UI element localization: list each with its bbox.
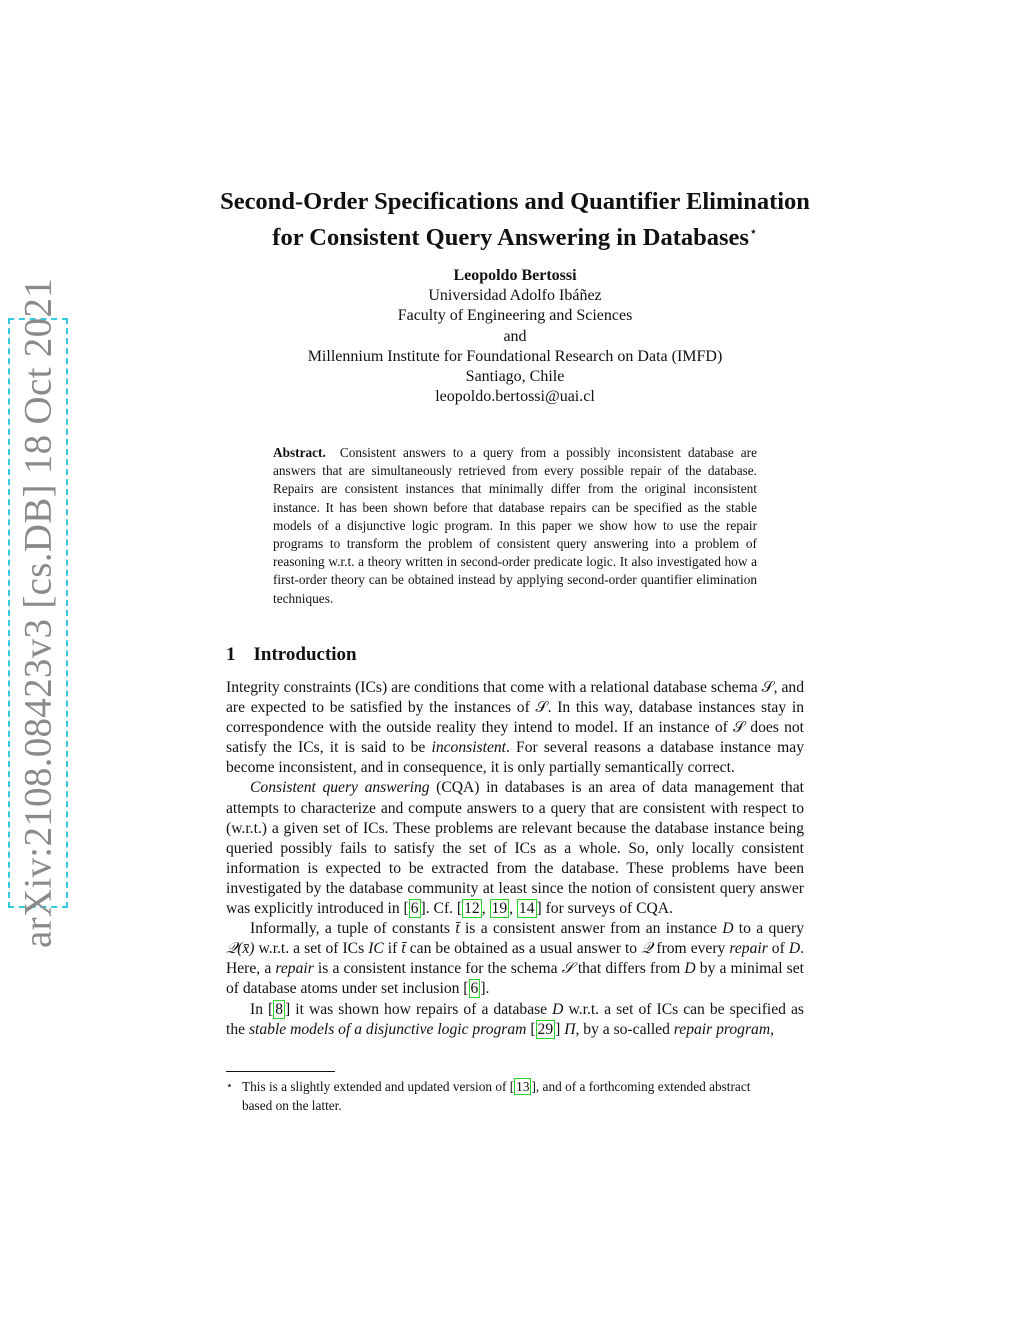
paper-title (200, 186, 830, 253)
citation-link[interactable]: 8 (275, 1000, 284, 1018)
citation-link[interactable]: 12 (464, 900, 480, 918)
abstract-text: Consistent answers to a query from a possibly inconsistent database are answers that are simultaneously retrieved from every possible repair of the database. Repairs are consistent instances that minimally differ from the original inconsistent instance. It has been shown before that database repairs can be specified as the stable models of a disjunctive logic program. In this paper we show how to use the repair programs to transform the problem of consistent query answering into a problem of reasoning w.r.t. a theory written in second-order predicate logic. It also investigated how a first-order theory can be obtained instead by applying second-order quantifier elimination techniques. (273, 445, 757, 606)
footnote-line-1: ⋆ This is a slightly extended and updated version of [ 13 ], and of a forthcoming extended abstract (226, 1079, 751, 1094)
body-text (226, 678, 804, 1040)
author-affiliation-3: and (503, 327, 527, 345)
author-affiliation-1: Universidad Adolfo Ibáñez (428, 287, 602, 305)
paragraph-4: In [ 8 ] it was shown how repairs of a database D w.r.t. a set of ICs can be specified as the stable models of a disjunctive logic program [ 29 ] Π, by a so-called repair program, (226, 1000, 804, 1038)
section-heading (226, 644, 357, 666)
footnote-line-2: based on the latter. (242, 1097, 342, 1113)
author-name: Leopoldo Bertossi (453, 267, 577, 284)
footnote-mark: ⋆ (226, 1080, 233, 1092)
citation-link[interactable]: 6 (470, 980, 479, 998)
footnote-divider (226, 1071, 335, 1072)
author-block (220, 266, 810, 407)
citation-link[interactable]: 13 (516, 1079, 530, 1094)
author-affiliation-5: Santiago, Chile (465, 368, 565, 386)
citation-link[interactable]: 29 (537, 1020, 554, 1038)
title-line-2: for Consistent Query Answering in Databases⋆ (272, 224, 758, 251)
abstract-label: Abstract. (273, 445, 326, 460)
citation-link[interactable]: 6 (410, 900, 419, 918)
paragraph-3: Informally, a tuple of constants t̄ is a consistent answer from an instance D to a query 𝒬(x̄) w.r.t. a set of ICs IC if t̄ can be obtained as a usual answer to 𝒬 from every repair of D. Here, a repair is a consistent instance for the schema 𝒮 that differs from D by a minimal set of database atoms under set inclusion [ 6 ]. (226, 920, 804, 998)
arxiv-identifier: arXiv:2108.08423v3 [cs.DB] 18 Oct 2021 (16, 278, 60, 948)
paragraph-2: Consistent query answering (CQA) in databases is an area of data management that attempts to characterize and compute answers to a query that are consistent with respect to (w.r.t.) a given set of ICs. These problems are relevant because the database instance being queried possibly fails to satisfy the set of ICs as a whole. So, only locally consistent information is expected to be extracted from the database. These problems have been investigated by the database community at least since the notion of consistent query answer was explicitly introduced in [ 6 ]. Cf. [ 12 , 19 , 14 ] for surveys of CQA. (226, 779, 804, 918)
section-title: Introduction (253, 644, 357, 665)
footnote (226, 1077, 804, 1115)
citation-link[interactable]: 14 (518, 900, 535, 918)
section-number: 1 (226, 644, 236, 665)
author-affiliation-2: Faculty of Engineering and Sciences (397, 307, 633, 325)
title-footnote-mark[interactable]: ⋆ (748, 225, 758, 240)
author-email[interactable]: leopoldo.bertossi@uai.cl (435, 388, 595, 406)
paragraph-1: Integrity constraints (ICs) are conditions that come with a relational database schema 𝒮, and are expected to be satisfied by the instances of 𝒮. In this way, database instances stay in correspondence with the outside reality they intend to model. If an instance of 𝒮 does not satisfy the ICs, it is said to be inconsistent. For several reasons a database instance may become inconsistent, and in consequence, it is only partially semantically correct. (226, 679, 805, 777)
author-affiliation-4: Millennium Institute for Foundational Research on Data (IMFD) (307, 347, 723, 365)
citation-link[interactable]: 19 (491, 900, 508, 918)
arxiv-stamp (8, 278, 68, 948)
title-line-1: Second-Order Specifications and Quantifier Elimination (220, 188, 810, 215)
abstract (273, 444, 757, 608)
